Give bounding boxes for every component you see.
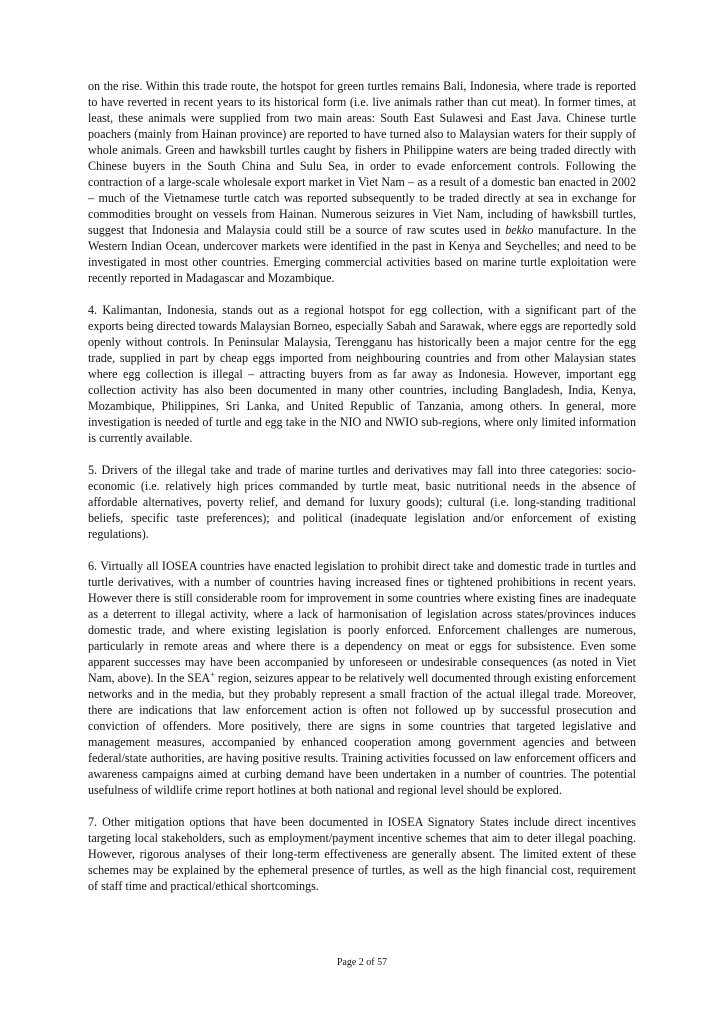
superscript-plus: + bbox=[210, 669, 215, 679]
document-page bbox=[88, 78, 636, 910]
paragraph-text: manufacture. In the Western Indian Ocean, undercover markets were identified in the past in Kenya and Seychelles; and need to be investigated in most other countries. Emerging commercial activities based on marine turtle exploitation were recently reported in Madagascar and Mozambique. bbox=[88, 223, 636, 285]
paragraph-5: 5. Drivers of the illegal take and trade of marine turtles and derivatives may fall into three categories: socio-economic (i.e. relatively high prices commanded by turtle meat, basic nutritional needs in the absence of affordable alternatives, poverty relief, and demand for luxury goods); cultural (i.e. long-standing traditional beliefs, specific taste preferences); and political (inadequate legislation and/or enforcement of existing regulations). bbox=[88, 463, 636, 541]
paragraph-4: 4. Kalimantan, Indonesia, stands out as a regional hotspot for egg collection, with a significant part of the exports being directed towards Malaysian Borneo, especially Sabah and Sarawak, where eggs are reportedly sold openly without controls. In Peninsular Malaysia, Terengganu has historically been a major centre for the egg trade, supplied in part by cheap eggs imported from neighbouring countries and from other Malaysian states where egg collection is illegal – attracting buyers from as far away as Indonesia. However, important egg collection activity has also been documented in many other countries, including Bangladesh, India, Kenya, Mozambique, Philippines, Sri Lanka, and United Republic of Tanzania, among others. In general, more investigation is needed of turtle and egg take in the NIO and NWIO sub-regions, where only limited information is currently available. bbox=[88, 303, 636, 445]
paragraph-3-continued bbox=[88, 78, 636, 286]
paragraph-7: 7. Other mitigation options that have been documented in IOSEA Signatory States include direct incentives targeting local stakeholders, such as employment/payment incentive schemes that aim to deter illegal poaching. However, rigorous analyses of their long-term effectiveness are generally absent. The limited extent of these schemes may be explained by the ephemeral presence of turtles, as well as the high financial cost, requirement of staff time and practical/ethical shortcomings. bbox=[88, 815, 636, 893]
paragraph-6 bbox=[88, 558, 636, 798]
page-number-footer: Page 2 of 57 bbox=[336, 957, 388, 968]
paragraph-text: region, seizures appear to be relatively well documented through existing enforcement networks and in the media, but they probably represent a small fraction of the actual illegal trade. Moreover, there are indications that law enforcement action is often not followed up by successful prosecution and conviction of offenders. More positively, there are signs in some countries that targeted legislative and management measures, accompanied by enhanced cooperation among government agencies and between federal/state authorities, are having positive results. Training activities focussed on law enforcement officers and awareness campaigns aimed at curbing demand have been undertaken in a number of countries. The potential usefulness of wildlife crime report hotlines at both national and regional level should be explored. bbox=[88, 671, 636, 797]
paragraph-text: on the rise. Within this trade route, the hotspot for green turtles remains Bali, Indonesia, where trade is reported to have reverted in recent years to its historical form (i.e. live animals rather than cut meat). In former times, at least, these animals were supplied from two main areas: South East Sulawesi and East Java. Chinese turtle poachers (mainly from Hainan province) are reported to have turned also to Malaysian waters for their supply of whole animals. Green and hawksbill turtles caught by fishers in Philippine waters are being traded directly with Chinese buyers in the South China and Sulu Sea, in order to evade enforcement controls. Following the contraction of a large-scale wholesale export market in Viet Nam – as a result of a domestic ban enacted in 2002 – much of the Vietnamese turtle catch was reported subsequently to be traded directly at sea in exchange for commodities brought on vessels from Hainan. Numerous seizures in Viet Nam, including of hawksbill turtles, suggest that Indonesia and Malaysia could still be a source of raw scutes used in bbox=[88, 79, 636, 237]
paragraph-text: 6. Virtually all IOSEA countries have enacted legislation to prohibit direct take and domestic trade in turtles and turtle derivatives, with a number of countries having increased fines or tightened prohibitions in recent years. However there is still considerable room for improvement in some countries where existing fines are inadequate as a deterrent to illegal activity, where a lack of harmonisation of legislation across states/provinces induces domestic trade, and where existing legislation is poorly enforced. Enforcement challenges are numerous, particularly in remote areas and where there is a dependency on meat or eggs for subsistence. Even some apparent successes may have been accompanied by unforeseen or undesirable consequences (as noted in Viet Nam, above). In the SEA bbox=[88, 559, 636, 685]
italic-term-bekko: bekko bbox=[505, 223, 534, 237]
